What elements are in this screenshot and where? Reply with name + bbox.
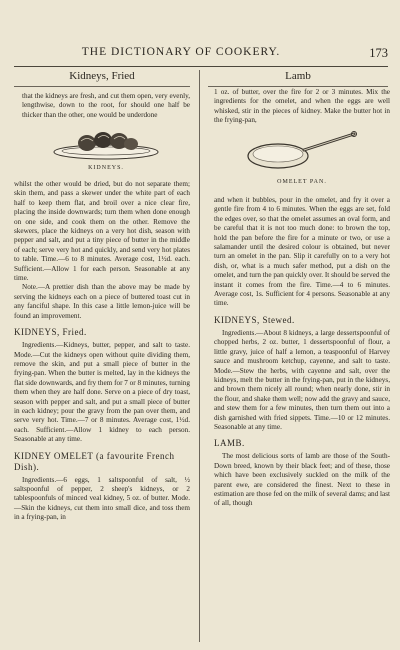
omelet-pan-caption: OMELET PAN. xyxy=(277,178,327,185)
column-divider xyxy=(199,70,200,642)
running-head xyxy=(14,46,388,67)
left-note: Note.—A prettier dish than the above may be made by serving the kidneys each on a piece of buttered toast cut in any fanciful shape. In this case a little lemon-juice will be found an improvement. xyxy=(14,283,190,320)
left-paragraph-3: Ingredients.—6 eggs, 1 saltspoonful of salt, ½ saltspoonful of pepper, 2 sheep's kidneys, or 2 tablespoonfuls of minced veal kidney, 5 oz. of butter. Mode.—Skin the kidneys, cut them into small dice, and toss them in a frying-pan, in xyxy=(14,475,190,522)
running-head-title: THE DICTIONARY OF COOKERY. xyxy=(81,46,281,58)
heading-kidneys-stewed: KIDNEYS, Stewed. xyxy=(214,314,295,325)
right-paragraph-2: Ingredients.—About 8 kidneys, a large dessertspoonful of chopped herbs, 2 oz. butter, 1 dessertspoonful of flour, a little gravy, juice of half a lemon, a teaspoonful of Harvey sauce and mushroom ketchup, cayenne, and salt to taste. Mode.—Stew the herbs, with cayenne and salt, over the kidneys, melt the butter in the frying-pan, put in the kidneys, and brown them nicely all round; when nearly done, stir in the flour, and shake them well; now add the gravy and sauce, and stew them for a few minutes, then turn them out into a dish garnished with fried sippets. Time.—10 or 12 minutes. Seasonable at any time. xyxy=(214,328,390,431)
left-paragraph-2: Ingredients.—Kidneys, butter, pepper, and salt to taste. Mode.—Cut the kidneys open without quite dividing them, remove the skin, and put a small piece of butter in the frying-pan. When the butter is melted, lay in the kidneys the flat side downwards, and fry them for 7 or 8 minutes, turning them when they are half done. Serve on a piece of dry toast, season with pepper and salt, and put a small piece of butter in each kidney; pour the gravy from the pan over them, and serve very hot. Time.—7 or 8 minutes. Average cost, 1½d. each. Sufficient.—Allow 1 kidney to each person. Seasonable at any time. xyxy=(14,341,190,444)
heading-kidneys-fried: KIDNEYS, Fried. xyxy=(14,327,87,338)
left-paragraph-1: whilst the other would be dried, but do not separate them; skin them, and pass a skewer under the white part of each half to keep them flat, and broil over a nice clear fire, placing the inside downwards; turn them when done enough on one side, and cook them on the other. Remove the skewers, place the kidneys on a very hot dish, season with pepper and salt, and put a tiny piece of butter in the middle of each; serve very hot and quickly, and send very hot plates to table. Time.—6 to 8 minutes. Average cost, 1½d. each. Sufficient.—Allow 1 for each person. Seasonable at any time. xyxy=(14,180,190,283)
page-number: 173 xyxy=(369,46,388,60)
omelet-pan-illustration xyxy=(242,128,362,176)
kidneys-illustration xyxy=(51,122,161,162)
right-paragraph-1: and when it bubbles, pour in the omelet, and fry it over a gentle fire from 4 to 6 minutes. When the eggs are set, fold the edges over, so that the omelet assumes an oval form, and be careful that it is not too much done: to brown the top, hold the pan before the fire for a minute or two, or use a salamander until the desired colour is obtained, but never turn an omelet in the pan. Slip it carefully on to a very hot dish, or, what is a much safer method, put a dish on the omelet, and turn the pan quickly over. It should be served the instant it comes from the fire. Time.—4 to 6 minutes. Average cost, 1s. Sufficient for 4 persons. Seasonable at any time. xyxy=(214,196,390,308)
left-column-top xyxy=(22,92,190,178)
kidneys-caption: KIDNEYS. xyxy=(88,165,124,172)
right-column-body xyxy=(214,196,390,509)
right-column-head: Lamb xyxy=(208,70,388,87)
left-intro-text: that the kidneys are fresh, and cut them open, very evenly, lengthwise, down to the root, for should one half be thicker than the other, one would be underdone xyxy=(22,92,190,119)
left-column-body xyxy=(14,180,190,523)
heading-lamb: LAMB. xyxy=(214,438,245,449)
heading-kidney-omelet: KIDNEY OMELET (a favourite French Dish). xyxy=(14,450,175,472)
right-paragraph-3: The most delicious sorts of lamb are those of the South-Down breed, known by their black feet; and of these, those which have been exclusively suckled on the milk of the parent ewe, are considered the finest. Next to these in estimation are those fed on the milk of several dams; and last of all, though xyxy=(214,452,390,508)
right-column-top xyxy=(214,88,390,191)
left-column-head: Kidneys, Fried xyxy=(14,70,190,87)
right-intro-text: 1 oz. of butter, over the fire for 2 or 3 minutes. Mix the ingredients for the omelet, and when the eggs are well whisked, stir in the pieces of kidney. Make the butter hot in the frying-pan, xyxy=(214,88,390,125)
